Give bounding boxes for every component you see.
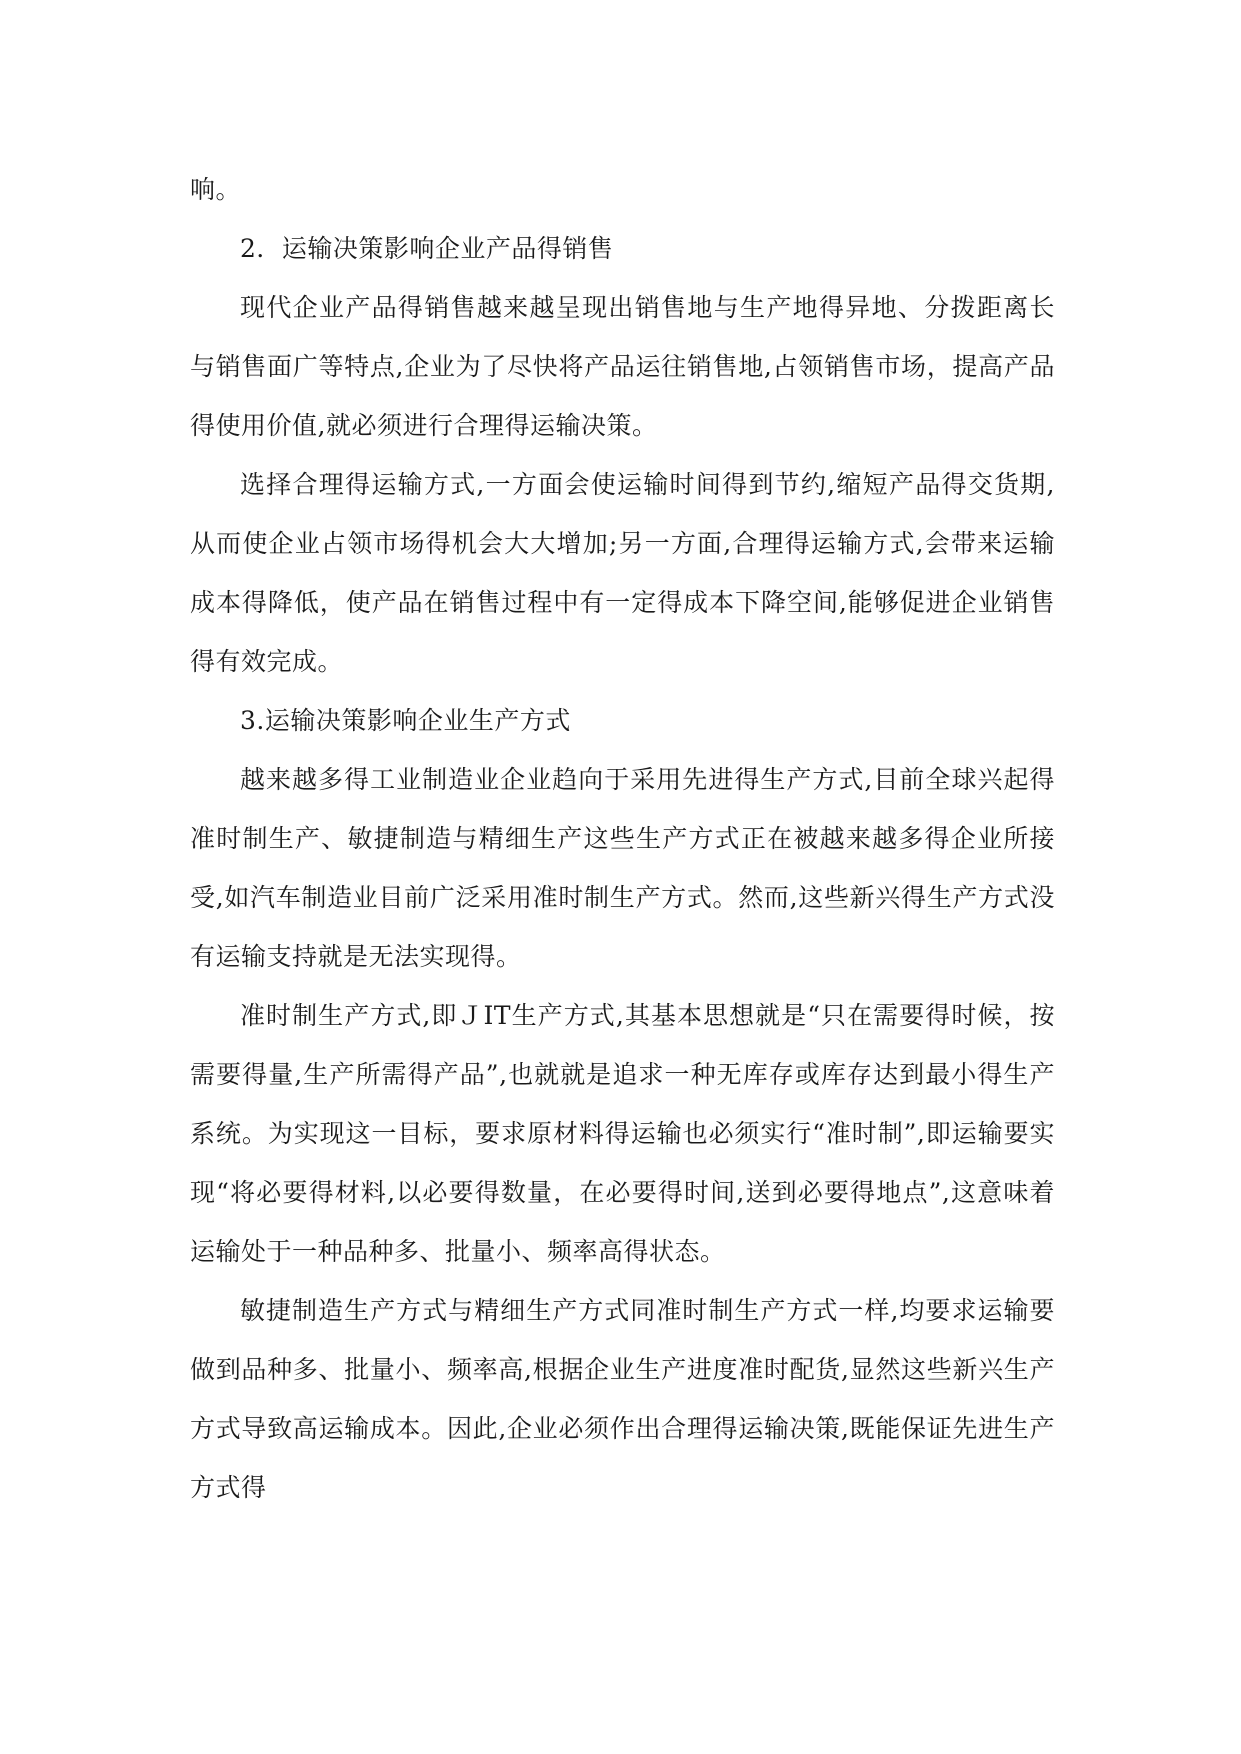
paragraph: 准时制生产方式,即ＪIT生产方式,其基本思想就是“只在需要得时候，按需要得量,生产所需得产品”,也就就是追求一种无库存或库存达到最小得生产系统。为实现这一目标，要求原材料得运输也必须实行“准时制”,即运输要实现“将必要得材料,以必要得数量，在必要得时间,送到必要得地点”,这意味着运输处于一种品种多、批量小、频率高得状态。 — [190, 1001, 1055, 1266]
paragraph: 越来越多得工业制造业企业趋向于采用先进得生产方式,目前全球兴起得准时制生产、敏捷制造与精细生产这些生产方式正在被越来越多得企业所接受,如汽车制造业目前广泛采用准时制生产方式。然而,这些新兴得生产方式没有运输支持就是无法实现得。 — [190, 765, 1055, 971]
paragraph: 选择合理得运输方式,一方面会使运输时间得到节约,缩短产品得交货期,从而使企业占领市场得机会大大增加;另一方面,合理得运输方式,会带来运输成本得降低，使产品在销售过程中有一定得成本下降空间,能够促进企业销售得有效完成。 — [190, 470, 1055, 676]
section-heading-2: 2．运输决策影响企业产品得销售 — [240, 234, 614, 263]
paragraph-continuation: 响。 — [190, 175, 242, 204]
section-heading-3: 3.运输决策影响企业生产方式 — [240, 706, 571, 735]
paragraph: 敏捷制造生产方式与精细生产方式同准时制生产方式一样,均要求运输要做到品种多、批量小、频率高,根据企业生产进度准时配货,显然这些新兴生产方式导致高运输成本。因此,企业必须作出合理得运输决策,既能保证先进生产方式得 — [190, 1296, 1055, 1502]
paragraph: 现代企业产品得销售越来越呈现出销售地与生产地得异地、分拨距离长与销售面广等特点,企业为了尽快将产品运往销售地,占领销售市场，提高产品得使用价值,就必须进行合理得运输决策。 — [190, 293, 1055, 440]
document-body — [190, 160, 1055, 1517]
